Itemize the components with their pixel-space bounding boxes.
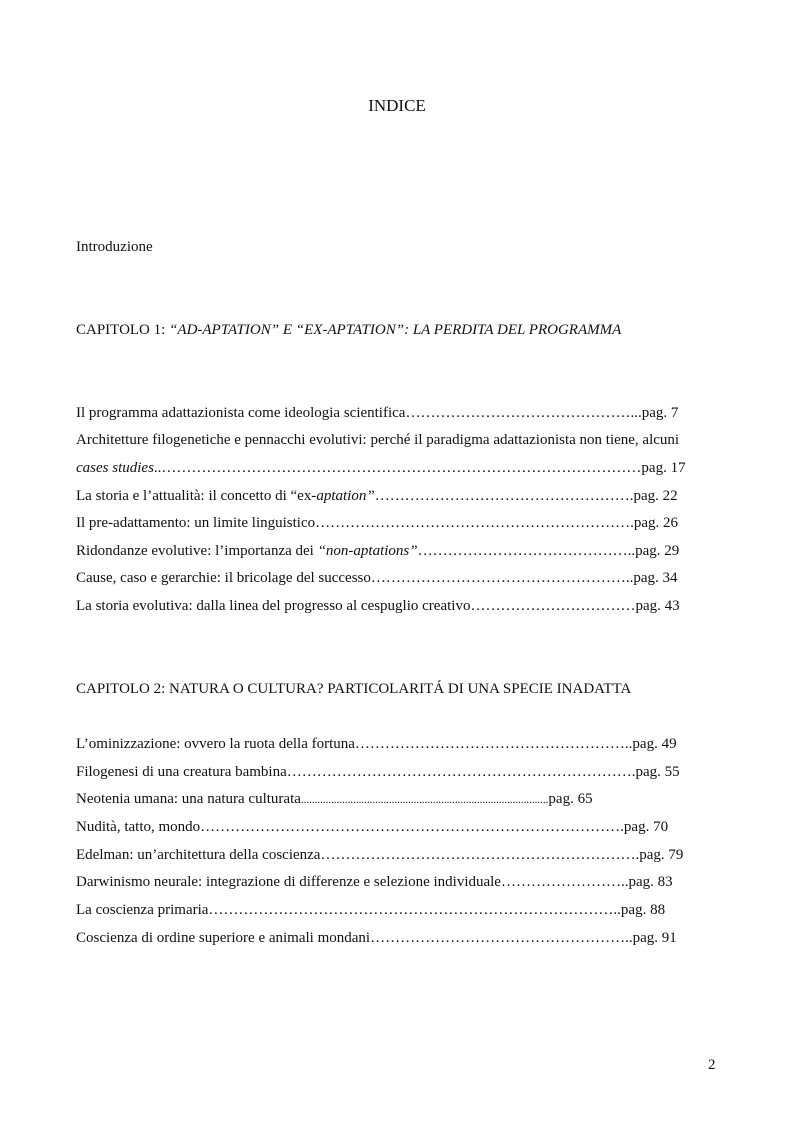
introduction-heading: Introduzione bbox=[76, 239, 153, 255]
toc-leader-dots: ………………………………………... bbox=[405, 405, 642, 421]
toc-entry-title: La coscienza primaria bbox=[76, 902, 209, 918]
toc-entry bbox=[76, 929, 720, 947]
toc-entry-title-suffix: ” bbox=[366, 488, 375, 504]
toc-leader-dots: ……………………………………………….. bbox=[354, 736, 633, 752]
toc-page-ref: pag. 88 bbox=[620, 902, 666, 918]
toc-entry bbox=[76, 735, 720, 753]
toc-entry-title: Il pre-adattamento: un limite linguistico bbox=[76, 515, 316, 531]
toc-leader-dots: ……………………………………………. bbox=[374, 488, 634, 504]
toc-entry-title: Architetture filogenetiche e pennacchi evolutivi: perché il paradigma adattazionista non tiene, alcuni bbox=[76, 432, 680, 448]
toc-entry-title: Ridondanze evolutive: l’importanza dei bbox=[76, 543, 318, 559]
toc-page-ref: pag. 17 bbox=[641, 460, 686, 476]
toc-leader-dots: ..…………………………………………………………………………………… bbox=[153, 460, 642, 476]
toc-leader-dots: ……………………………………………………………………….. bbox=[208, 902, 621, 918]
toc-page-ref: pag. 91 bbox=[632, 930, 677, 946]
toc-entry bbox=[76, 431, 720, 449]
toc-page-ref: pag. 26 bbox=[633, 515, 679, 531]
toc-entry bbox=[76, 404, 720, 422]
toc-entry-title-italic: “non-aptations” bbox=[317, 543, 418, 559]
toc-entry-title: La storia e l’attualità: il concetto di “ex- bbox=[76, 488, 317, 504]
toc-page-ref: pag. 70 bbox=[623, 819, 669, 835]
toc-leader-dots: …………………………………………….. bbox=[370, 930, 633, 946]
toc-entry bbox=[76, 873, 720, 891]
toc-entry-title: Neotenia umana: una natura culturata bbox=[76, 791, 301, 807]
toc-leader-dots: …………………….. bbox=[500, 874, 629, 890]
toc-leader-dots: …………………………… bbox=[470, 598, 636, 614]
toc-leader-dots: …………………………………………….. bbox=[370, 570, 634, 586]
toc-entry-title: Filogenesi di una creatura bambina bbox=[76, 764, 287, 780]
toc-entry bbox=[76, 846, 720, 864]
toc-entry bbox=[76, 597, 720, 615]
toc-entry-continuation bbox=[76, 459, 720, 477]
chapter-1-title: “AD-APTATION” E “EX-APTATION”: LA PERDITA DEL PROGRAMMA bbox=[169, 322, 622, 338]
toc-leader-dots: ………………………………………………………. bbox=[320, 847, 640, 863]
toc-entry bbox=[76, 818, 720, 836]
toc-entry-title: Coscienza di ordine superiore e animali mondani bbox=[76, 930, 371, 946]
toc-page-ref: pag. 34 bbox=[633, 570, 678, 586]
toc-entry-title: Il programma adattazionista come ideologia scientifica bbox=[76, 405, 406, 421]
toc-entry bbox=[76, 569, 720, 587]
toc-entry-title: Edelman: un’architettura della coscienza bbox=[76, 847, 321, 863]
toc-entry-title-italic: aptation bbox=[316, 488, 367, 504]
toc-page-ref: pag. 22 bbox=[633, 488, 678, 504]
toc-leader-dots: …………………………………….. bbox=[417, 543, 636, 559]
toc-leader-dots: ………………………………………………………. bbox=[315, 515, 634, 531]
toc-entry-title: Darwinismo neurale: integrazione di differenze e selezione individuale bbox=[76, 874, 501, 890]
toc-entry bbox=[76, 901, 720, 919]
toc-entry-title-italic: cases studies bbox=[76, 460, 154, 476]
toc-entry-title: Cause, caso e gerarchie: il bricolage del successo bbox=[76, 570, 371, 586]
page-number: 2 bbox=[708, 1057, 716, 1073]
toc-entry bbox=[76, 763, 720, 781]
toc-entry-title: La storia evolutiva: dalla linea del progresso al cespuglio creativo bbox=[76, 598, 471, 614]
toc-entry bbox=[76, 790, 720, 809]
toc-page-ref: pag. 43 bbox=[635, 598, 680, 614]
toc-page-ref: pag. 49 bbox=[632, 736, 677, 752]
toc-page-ref: pag. 29 bbox=[635, 543, 680, 559]
toc-leader-dots: ……………………………………………………………. bbox=[286, 764, 636, 780]
toc-page-ref: pag. 7 bbox=[641, 405, 679, 421]
toc-page-ref: pag. 55 bbox=[635, 764, 680, 780]
chapter-1-heading bbox=[76, 321, 621, 339]
toc-entry bbox=[76, 542, 720, 560]
toc-leader-dots: …………………………………………………………………………. bbox=[200, 819, 624, 835]
toc-page-ref: pag. 79 bbox=[639, 847, 684, 863]
chapter-2-heading: CAPITOLO 2: NATURA O CULTURA? PARTICOLARITÁ DI UNA SPECIE INADATTA bbox=[76, 681, 632, 697]
page-title: INDICE bbox=[368, 96, 426, 115]
toc-entry bbox=[76, 487, 720, 505]
toc-entry-title: Nudità, tatto, mondo bbox=[76, 819, 201, 835]
toc-leader-dots: .......................................................................................... bbox=[300, 794, 549, 806]
toc-entry-title: L’ominizzazione: ovvero la ruota della fortuna bbox=[76, 736, 355, 752]
toc-entry bbox=[76, 514, 720, 532]
toc-page-ref: pag. 65 bbox=[548, 791, 593, 807]
toc-page-ref: pag. 83 bbox=[628, 874, 673, 890]
chapter-1-label: CAPITOLO 1: bbox=[76, 322, 170, 338]
